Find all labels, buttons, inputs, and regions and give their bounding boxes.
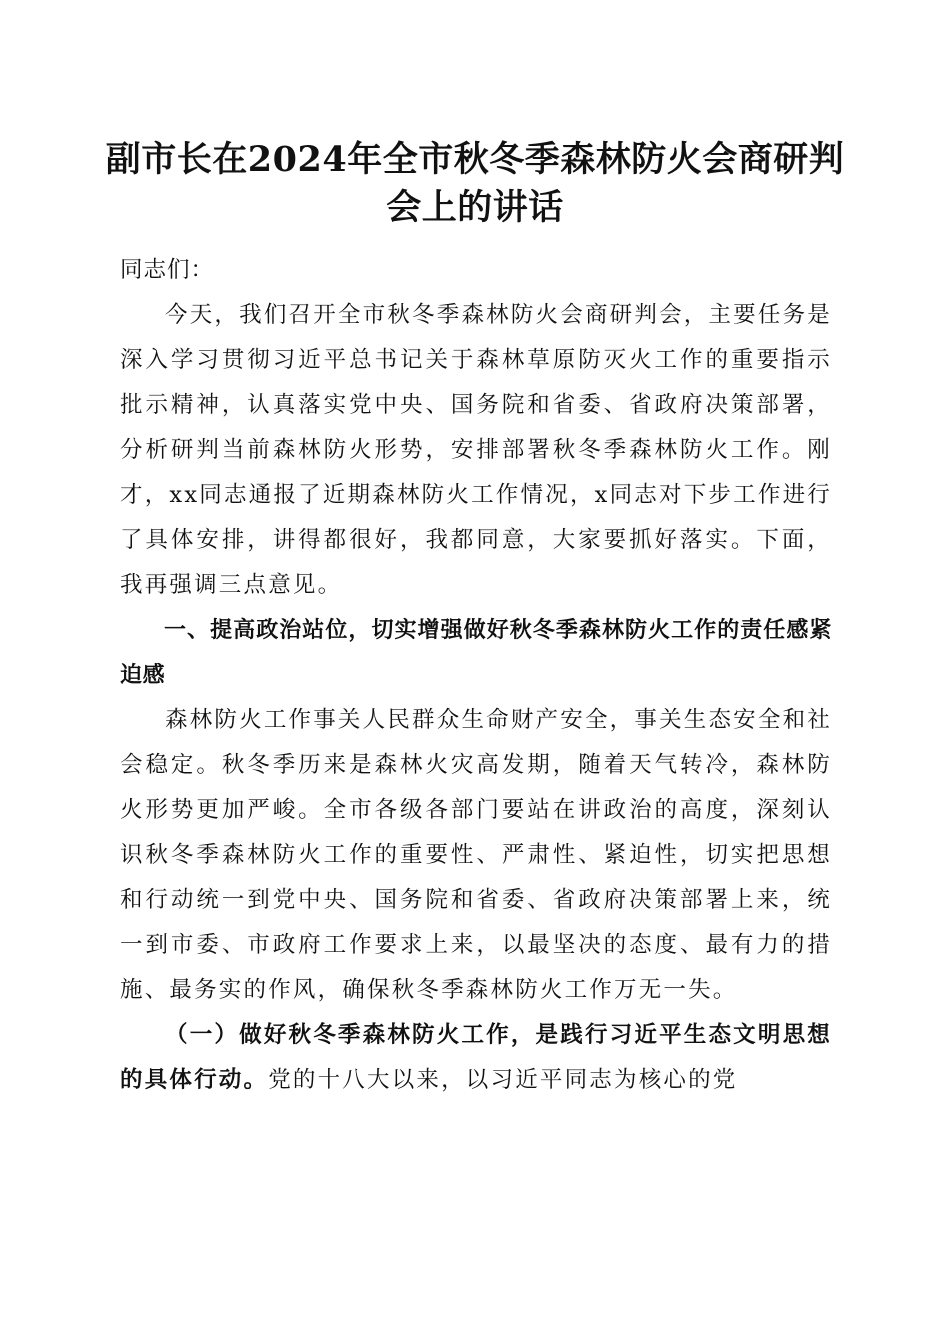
intro-paragraph: 今天，我们召开全市秋冬季森林防火会商研判会，主要任务是深入学习贯彻习近平总书记关于森林草原防灭火工作的重要指示批示精神，认真落实党中央、国务院和省委、省政府决策部署，分析研判当前森林防火形势，安排部署秋冬季森林防火工作。刚才，xx同志通报了近期森林防火工作情况，x同志对下步工作进行了具体安排，讲得都很好，我都同意，大家要抓好落实。下面，我再强调三点意见。 — [120, 302, 832, 598]
section-heading: 一、提高政治站位，切实增强做好秋冬季森林防火工作的责任感紧迫感 — [120, 618, 832, 688]
document-title: 副市长在2024年全市秋冬季森林防火会商研判会上的讲话 — [105, 139, 845, 228]
subsection-text: 党的十八大以来，以习近平同志为核心的党 — [268, 1067, 738, 1093]
subsection-lead: （一）做好秋冬季森林防火工作，是践行习近平生态文明思想的具体行动。 — [120, 1022, 832, 1093]
document-body — [120, 248, 832, 1103]
subsection-paragraph — [120, 1013, 832, 1103]
salutation: 同志们： — [120, 257, 215, 283]
section-paragraph: 森林防火工作事关人民群众生命财产安全，事关生态安全和社会稳定。秋冬季历来是森林火灾高发期，随着天气转冷，森林防火形势更加严峻。全市各级各部门要站在讲政治的高度，深刻认识秋冬季森林防火工作的重要性、严肃性、紧迫性，切实把思想和行动统一到党中央、国务院和省委、省政府决策部署上来，统一到市委、市政府工作要求上来，以最坚决的态度、最有力的措施、最务实的作风，确保秋冬季森林防火工作万无一失。 — [120, 707, 832, 1003]
